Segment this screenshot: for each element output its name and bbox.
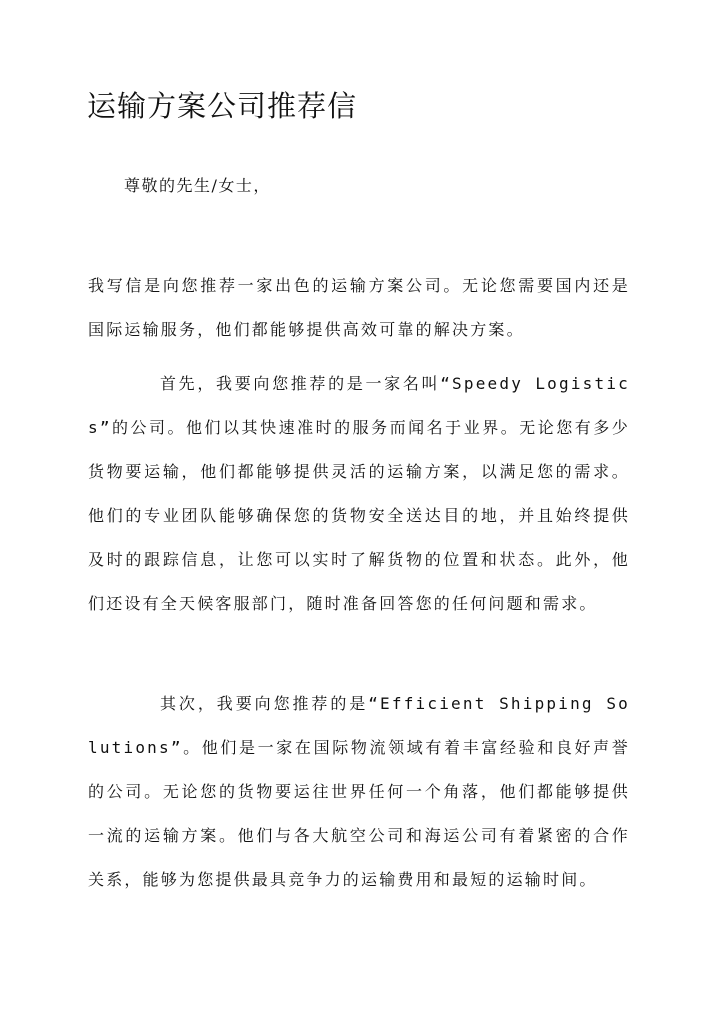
salutation: 尊敬的先生/女士， [124,176,271,195]
paragraph-speedy-logistics: 首先，我要向您推荐的是一家名叫“Speedy Logistics”的公司。他们以其快速准时的服务而闻名于业界。无论您有多少货物要运输，他们都能够提供灵活的运输方案，以满足您的需求。他们的专业团队能够确保您的货物安全送达目的地，并且始终提供及时的跟踪信息，让您可以实时了解货物的位置和状态。此外，他们还设有全天候客服部门，随时准备回答您的任何问题和需求。 [88,374,630,613]
paragraph-intro: 我写信是向您推荐一家出色的运输方案公司。无论您需要国内还是国际运输服务，他们都能够提供高效可靠的解决方案。 [88,276,630,339]
document-title: 运输方案公司推荐信 [87,89,358,123]
paragraph-efficient-shipping: 其次，我要向您推荐的是“Efficient Shipping Solutions”。他们是一家在国际物流领域有着丰富经验和良好声誉的公司。无论您的货物要运往世界任何一个角落，他们都能够提供一流的运输方案。他们与各大航空公司和海运公司有着紧密的合作关系，能够为您提供最具竞争力的运输费用和最短的运输时间。 [88,694,630,889]
